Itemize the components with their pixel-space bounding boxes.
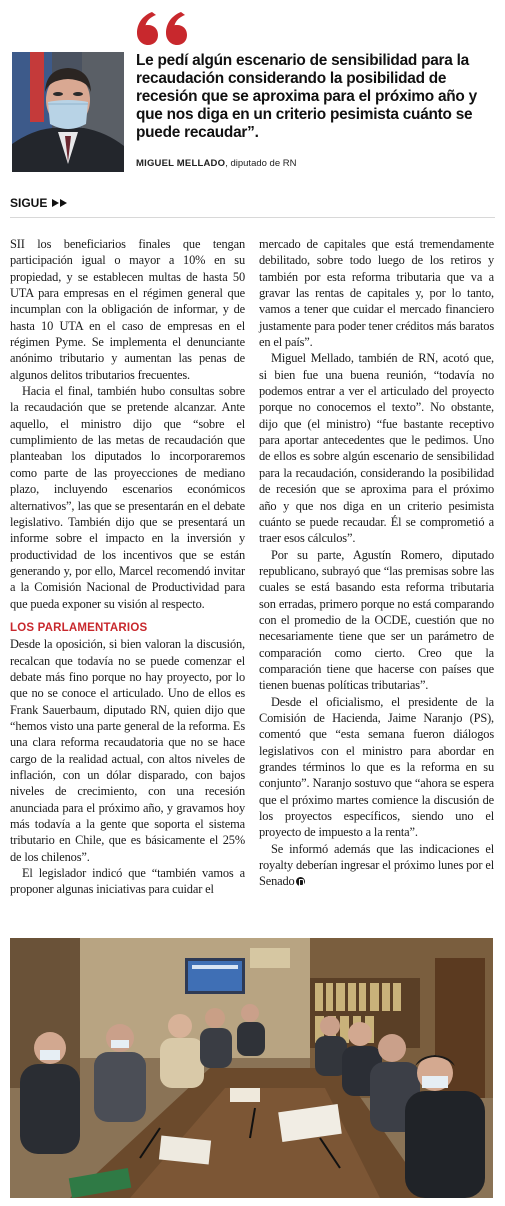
paragraph: Desde el oficialismo, el presidente de la Comisión de Hacienda, Jaime Naranjo (PS), comentó que “esta semana fueron diálogos legislativos con el ministro para abordar en grandes términos lo que es la reforma en su conjunto”. Naranjo sostuvo que “ahora se espera que el próximo martes comience la discusión de los proyectos específicos, siendo uno el proyecto de impuesto a la renta”. xyxy=(259,694,494,840)
double-arrow-right-icon xyxy=(51,198,69,208)
quote-box xyxy=(10,8,495,176)
speaker-role: , diputado de RN xyxy=(225,158,297,169)
paragraph: Por su parte, Agustín Romero, diputado republicano, subrayó que “las premisas sobre las cuales se está basando esta reforma tributaria son erradas, primero porque no está comparando con el promedio de la OCDE, cuestión que no necesariamente tiene que ser un parámetro de comparación como cierto. Creo que la comparación tiene que hacerse con países que tienen buenas políticas tributarias”. xyxy=(259,547,494,693)
paragraph: mercado de capitales que está tremendamente debilitado, sobre todo luego de los retiros y también por esta reforma tributaria que va a gravar las rentas de capitales y, por lo tanto, vamos a tener que cuidar el mercado financiero justamente para poder tener créditos más baratos en el país”. xyxy=(259,237,494,350)
end-of-article-icon xyxy=(296,877,305,886)
paragraph: Desde la oposición, si bien valoran la discusión, recalcan que todavía no se puede comenzar el debate más fino porque no hay proyecto, por lo que no se conoce el articulado. Uno de ellos es Frank Sauerbaum, diputado RN, quien dijo que “hemos visto una parte general de la reforma. Es una clara reforma recaudatoria que no se hace cargo de la realidad actual, con altos niveles de inflación, con un dólar disparado, con bajos niveles de crecimiento, con una recesión anunciada para el próximo año, y gravamos hoy más todavía a la gente que soporta el sistema tributario en Chile, que es básicamente el 25% de los chilenos”. xyxy=(10,637,245,864)
paragraph-text: Se informó además que las indicaciones el royalty deberían ingresar el próximo lunes por el Senado xyxy=(259,841,494,889)
article-body xyxy=(10,236,495,926)
paragraph: SII los beneficiarios finales que tengan participación igual o mayor a 10% en su propiedad, y se establecen multas de hasta 50 UTA para empresas en el régimen general que incumplan con la obligación de informar, y de hasta 10 UTA en el caso de empresas en el régimen Pyme. Se implementa el denunciante anónimo tributario y aumentan las penas de algunos delitos tributarios frecuentes. xyxy=(10,237,245,382)
article-column-2 xyxy=(259,236,494,926)
paragraph: El legislador indicó que “también vamos a proponer algunas iniciativas para cuidar el xyxy=(10,866,245,897)
quote-credit xyxy=(136,158,296,169)
speaker-portrait xyxy=(12,52,124,172)
speaker-name: MIGUEL MELLADO xyxy=(136,158,226,169)
meeting-photo xyxy=(10,938,493,1198)
continue-marker xyxy=(10,196,69,210)
paragraph: Miguel Mellado, también de RN, acotó que, si bien fue una buena reunión, “todavía no podemos entrar a ver el articulado del proyecto porque no conocemos el texto”. No obstante, dijo que (el ministro) “fue bastante receptivo para aportar antecedentes que le pedimos. Uno de ellos es sobre algún escenario de sensibilidad para la recaudación, considerando la posibilidad de recesión que se aproxima para el próximo año y que nos diga en un criterio pesimista cuánto se puede recaudar. Él se comprometió a traer esos cálculos”. xyxy=(259,351,494,546)
quote-mark-icon xyxy=(136,8,206,48)
paragraph-last xyxy=(259,841,494,890)
section-subhead: LOS PARLAMENTARIOS xyxy=(10,621,148,634)
article-column-1 xyxy=(10,236,245,926)
pull-quote-text: Le pedí algún escenario de sensibilidad para la recaudación considerando la posibilidad de recesión que se aproxima para el próximo año y que nos diga en un criterio pesimista cuánto se puede recaudar”. xyxy=(136,52,477,141)
paragraph: Hacia el final, también hubo consultas sobre la recaudación que se pretende alcanzar. Ante aquello, el ministro dijo que “sobre el cumplimiento de las metas de recaudación que planteaban los diputados lo incorporaremos como parte de las proyecciones de mediano plazo, incluyendo escenarios económicos alternativos”, las que se presentarán en el debate legislativo. También dijo que se presentará un informe sobre el impacto en la inversión y productividad de los incentivos que se están generando y, por ello, Marcel recomendó invitar a la Comisión Nacional de Productividad para que pueda exponer su visión al respecto. xyxy=(10,384,245,611)
continue-label: SIGUE xyxy=(10,196,48,210)
divider xyxy=(10,217,495,218)
meeting-room-photo xyxy=(10,938,493,1198)
portrait-photo xyxy=(12,52,124,172)
